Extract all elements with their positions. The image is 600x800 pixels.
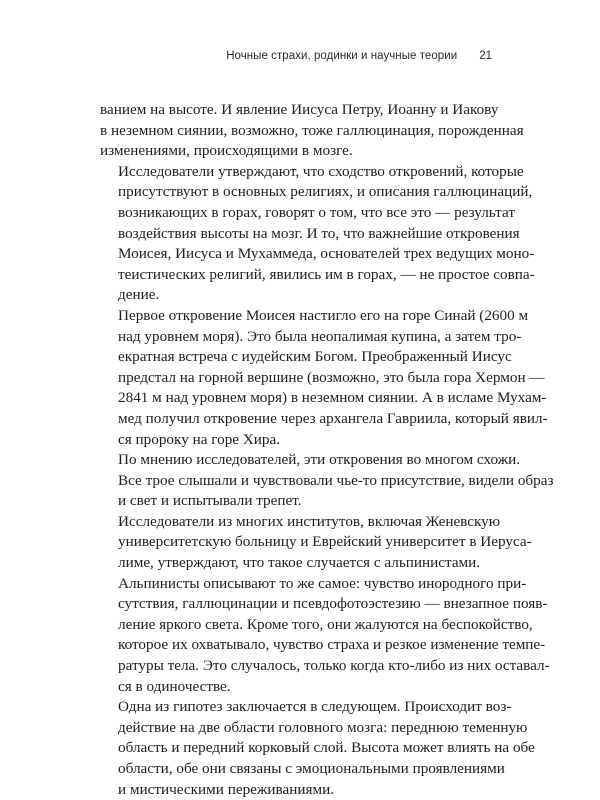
paragraph-5 (100, 512, 532, 574)
text-line: ванием на высоте. И явление Иисуса Петру, Иоанну и Иакову (100, 101, 499, 118)
text-line: воздействия высоты на мозг. И то, что важнейшие откровения (118, 224, 520, 242)
text-line: присутствуют в основных религиях, и описания галлюцинаций, (118, 183, 533, 201)
running-head (110, 50, 492, 62)
text-line: действие на две области головного мозга: переднюю теменную (118, 718, 528, 736)
text-line: дение. (118, 286, 160, 304)
text-line: над уровнем моря). Это была неопалимая купина, а затем тро- (118, 327, 522, 345)
text-line: университетскую больницу и Еврейский университет в Иеруса- (118, 533, 532, 551)
text-line: Исследователи утверждают, что сходство откровений, которые (118, 162, 524, 180)
text-line: теистических религий, явились им в горах, — не простое совпа- (118, 265, 535, 283)
text-line: Альпинисты описывают то же самое: чувство инородного при- (118, 574, 527, 592)
text-line: в неземном сиянии, возможно, тоже галлюцинация, порожденная (100, 121, 524, 139)
paragraph-6 (100, 574, 550, 698)
text-line: ление яркого света. Кроме того, они жалуются на беспокойство, (118, 615, 533, 633)
text-line: Моисея, Иисуса и Мухаммеда, основателей трех ведущих моно- (118, 245, 535, 263)
text-line: и мистическими переживаниями. (118, 780, 335, 798)
text-line: екратная встреча с иудейским Богом. Преображенный Иисус (118, 348, 512, 366)
text-line: Одна из гипотез заключается в следующем. Происходит воз- (118, 698, 512, 716)
text-line: ратуры тела. Это случалось, только когда кто-либо из них оставал- (118, 657, 550, 675)
paragraph-2 (100, 162, 535, 306)
text-line: 2841 м над уровнем моря) в неземном сиянии. А в исламе Мухам- (118, 389, 547, 407)
running-head-title: Ночные страхи, родинки и научные теории (226, 50, 458, 62)
text-line: сутствия, галлюцинации и псевдофотоэстезию — внезапное появ- (118, 595, 548, 613)
text-line: ся в одиночестве. (118, 677, 231, 695)
text-line: По мнению исследователей, эти откровения во многом схожи. (118, 451, 521, 469)
text-line: изменениями, происходящими в мозге. (100, 142, 353, 160)
page-number: 21 (479, 50, 492, 62)
text-line: возникающих в горах, говорят о том, что все это — результат (118, 203, 515, 221)
text-line: Первое откровение Моисея настигло его на горе Синай (2600 м (118, 306, 529, 324)
paragraph-3 (100, 306, 548, 450)
text-line: ся пророку на горе Хира. (118, 430, 281, 448)
text-line: которое их охватывало, чувство страха и резкое изменение темпе- (118, 636, 546, 654)
paragraph-1 (100, 100, 524, 162)
text-line: и свет и испытывали трепет. (118, 492, 302, 510)
text-line: область и передний корковый слой. Высота может влиять на обе (118, 739, 535, 757)
text-line: предстал на горной вершине (возможно, это была гора Хермон — (118, 368, 545, 386)
text-line: Все трое слышали и чувствовали чье-то присутствие, видели образ (118, 471, 554, 489)
paragraph-7 (100, 697, 535, 800)
paragraph-4 (100, 450, 554, 512)
text-line: лиме, утверждают, что такое случается с альпинистами. (118, 554, 481, 572)
body-text (100, 100, 554, 800)
text-line: области, обе они связаны с эмоциональными проявлениями (118, 760, 505, 777)
text-line: Исследователи из многих институтов, включая Женевскую (118, 512, 501, 530)
text-line: мед получил откровение через архангела Гавриила, который явил- (118, 409, 548, 427)
